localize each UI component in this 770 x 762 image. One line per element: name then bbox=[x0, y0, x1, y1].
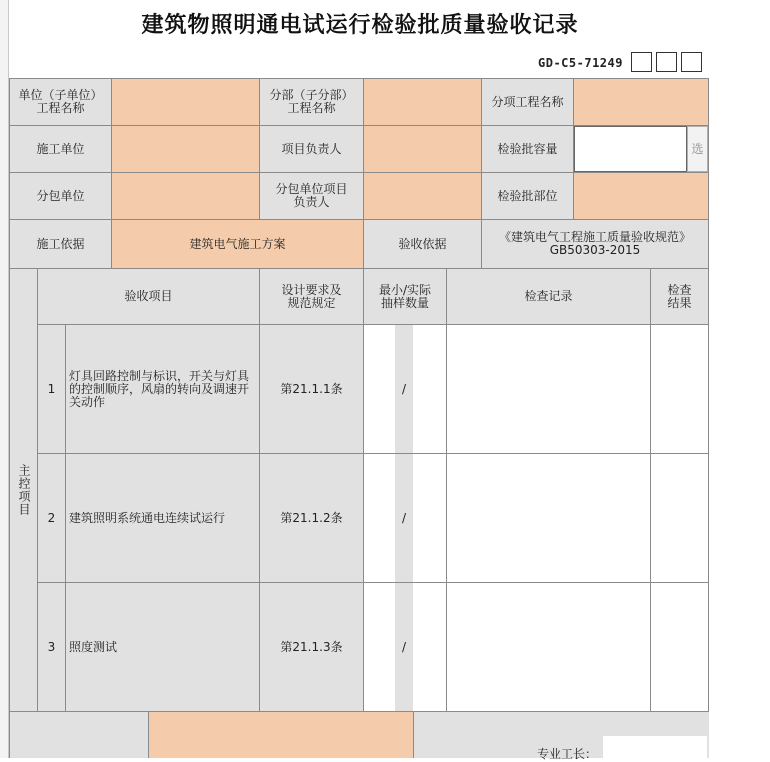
unit-project-label: 单位（子单位） 工程名称 bbox=[10, 79, 112, 126]
row-3-sample-actual-input[interactable] bbox=[413, 583, 446, 711]
row-1-clause: 第21.1.1条 bbox=[260, 325, 364, 454]
acceptance-basis-label: 验收依据 bbox=[364, 220, 482, 269]
row-1-sample-min-input[interactable] bbox=[364, 325, 395, 453]
foreman-label: 专业工长： bbox=[537, 747, 598, 761]
row-2-number: 2 bbox=[38, 454, 66, 583]
page-title: 建筑物照明通电试运行检验批质量验收记录 bbox=[141, 13, 579, 38]
code-box-1[interactable] bbox=[631, 52, 652, 72]
code-box-2[interactable] bbox=[656, 52, 677, 72]
row-2-sample-actual-input[interactable] bbox=[413, 454, 446, 582]
row-2-sample-min-input[interactable] bbox=[364, 454, 395, 582]
row-3-clause: 第21.1.3条 bbox=[260, 583, 364, 712]
construction-basis-label: 施工依据 bbox=[10, 220, 112, 269]
row-3-sample-cell bbox=[364, 583, 447, 712]
row-1-item: 灯具回路控制与标识，开关与灯具的控制顺序，风扇的转向及调速开关动作 bbox=[66, 325, 260, 454]
main-control-text: 主控项目 bbox=[17, 464, 31, 516]
division-label: 分部（子分部） 工程名称 bbox=[260, 79, 364, 126]
row-2-sample-value: / bbox=[401, 510, 407, 525]
row-2-clause: 第21.1.2条 bbox=[260, 454, 364, 583]
batch-capacity-label: 检验批容量 bbox=[482, 126, 574, 173]
acceptance-basis-value: 《建筑电气工程施工质量验收规范》 GB50303-2015 bbox=[482, 220, 709, 269]
col-sample-header: 最小/实际 抽样数量 bbox=[364, 269, 447, 325]
row-2-sample-cell bbox=[364, 454, 447, 583]
select-dropdown-button[interactable] bbox=[687, 126, 708, 172]
division-input[interactable] bbox=[364, 79, 482, 126]
batch-capacity-cell bbox=[574, 126, 709, 173]
spreadsheet-right-margin bbox=[712, 0, 770, 758]
row-2-sample-divider bbox=[395, 454, 413, 582]
row-3-record-input[interactable] bbox=[447, 583, 651, 712]
project-manager-label: 项目负责人 bbox=[260, 126, 364, 173]
unit-project-input[interactable] bbox=[112, 79, 260, 126]
batch-capacity-input[interactable] bbox=[574, 126, 687, 172]
subcontractor-manager-input[interactable] bbox=[364, 173, 482, 220]
row-3-sample-value: / bbox=[401, 639, 407, 654]
subcontractor-input[interactable] bbox=[112, 173, 260, 220]
foreman-input[interactable] bbox=[603, 736, 707, 758]
project-manager-input[interactable] bbox=[364, 126, 482, 173]
row-2-item: 建筑照明系统通电连续试运行 bbox=[66, 454, 260, 583]
row-1-record-input[interactable] bbox=[447, 325, 651, 454]
spreadsheet-left-gutter bbox=[0, 0, 9, 758]
subcontractor-label: 分包单位 bbox=[10, 173, 112, 220]
batch-location-input[interactable] bbox=[574, 173, 709, 220]
row-1-sample-divider bbox=[395, 325, 413, 453]
row-2-result-input[interactable] bbox=[651, 454, 709, 583]
code-box-3[interactable] bbox=[681, 52, 702, 72]
select-hint: 选 bbox=[691, 141, 704, 156]
row-1-sample-value: / bbox=[401, 381, 407, 396]
sub-item-input[interactable] bbox=[574, 79, 709, 126]
subcontractor-manager-label: 分包单位项目 负责人 bbox=[260, 173, 364, 220]
col-item-header: 验收项目 bbox=[38, 269, 260, 325]
footer-input-cell[interactable] bbox=[149, 712, 414, 758]
row-3-sample-min-input[interactable] bbox=[364, 583, 395, 711]
form-code: GD-C5-71249 bbox=[538, 56, 623, 70]
row-1-number: 1 bbox=[38, 325, 66, 454]
row-3-result-input[interactable] bbox=[651, 583, 709, 712]
footer-foreman-cell bbox=[414, 712, 709, 761]
row-3-number: 3 bbox=[38, 583, 66, 712]
row-3-item: 照度测试 bbox=[66, 583, 260, 712]
row-1-sample-cell bbox=[364, 325, 447, 454]
contractor-label: 施工单位 bbox=[10, 126, 112, 173]
contractor-input[interactable] bbox=[112, 126, 260, 173]
row-2-record-input[interactable] bbox=[447, 454, 651, 583]
footer-label-cell bbox=[10, 712, 149, 758]
row-1-result-input[interactable] bbox=[651, 325, 709, 454]
row-1-sample-actual-input[interactable] bbox=[413, 325, 446, 453]
main-control-label bbox=[10, 269, 38, 712]
row-3-sample-divider bbox=[395, 583, 413, 711]
col-result-header: 检查 结果 bbox=[651, 269, 709, 325]
col-design-header: 设计要求及 规范规定 bbox=[260, 269, 364, 325]
col-record-header: 检查记录 bbox=[447, 269, 651, 325]
construction-basis-value[interactable]: 建筑电气施工方案 bbox=[112, 220, 364, 269]
sub-item-label: 分项工程名称 bbox=[482, 79, 574, 126]
batch-location-label: 检验批部位 bbox=[482, 173, 574, 220]
